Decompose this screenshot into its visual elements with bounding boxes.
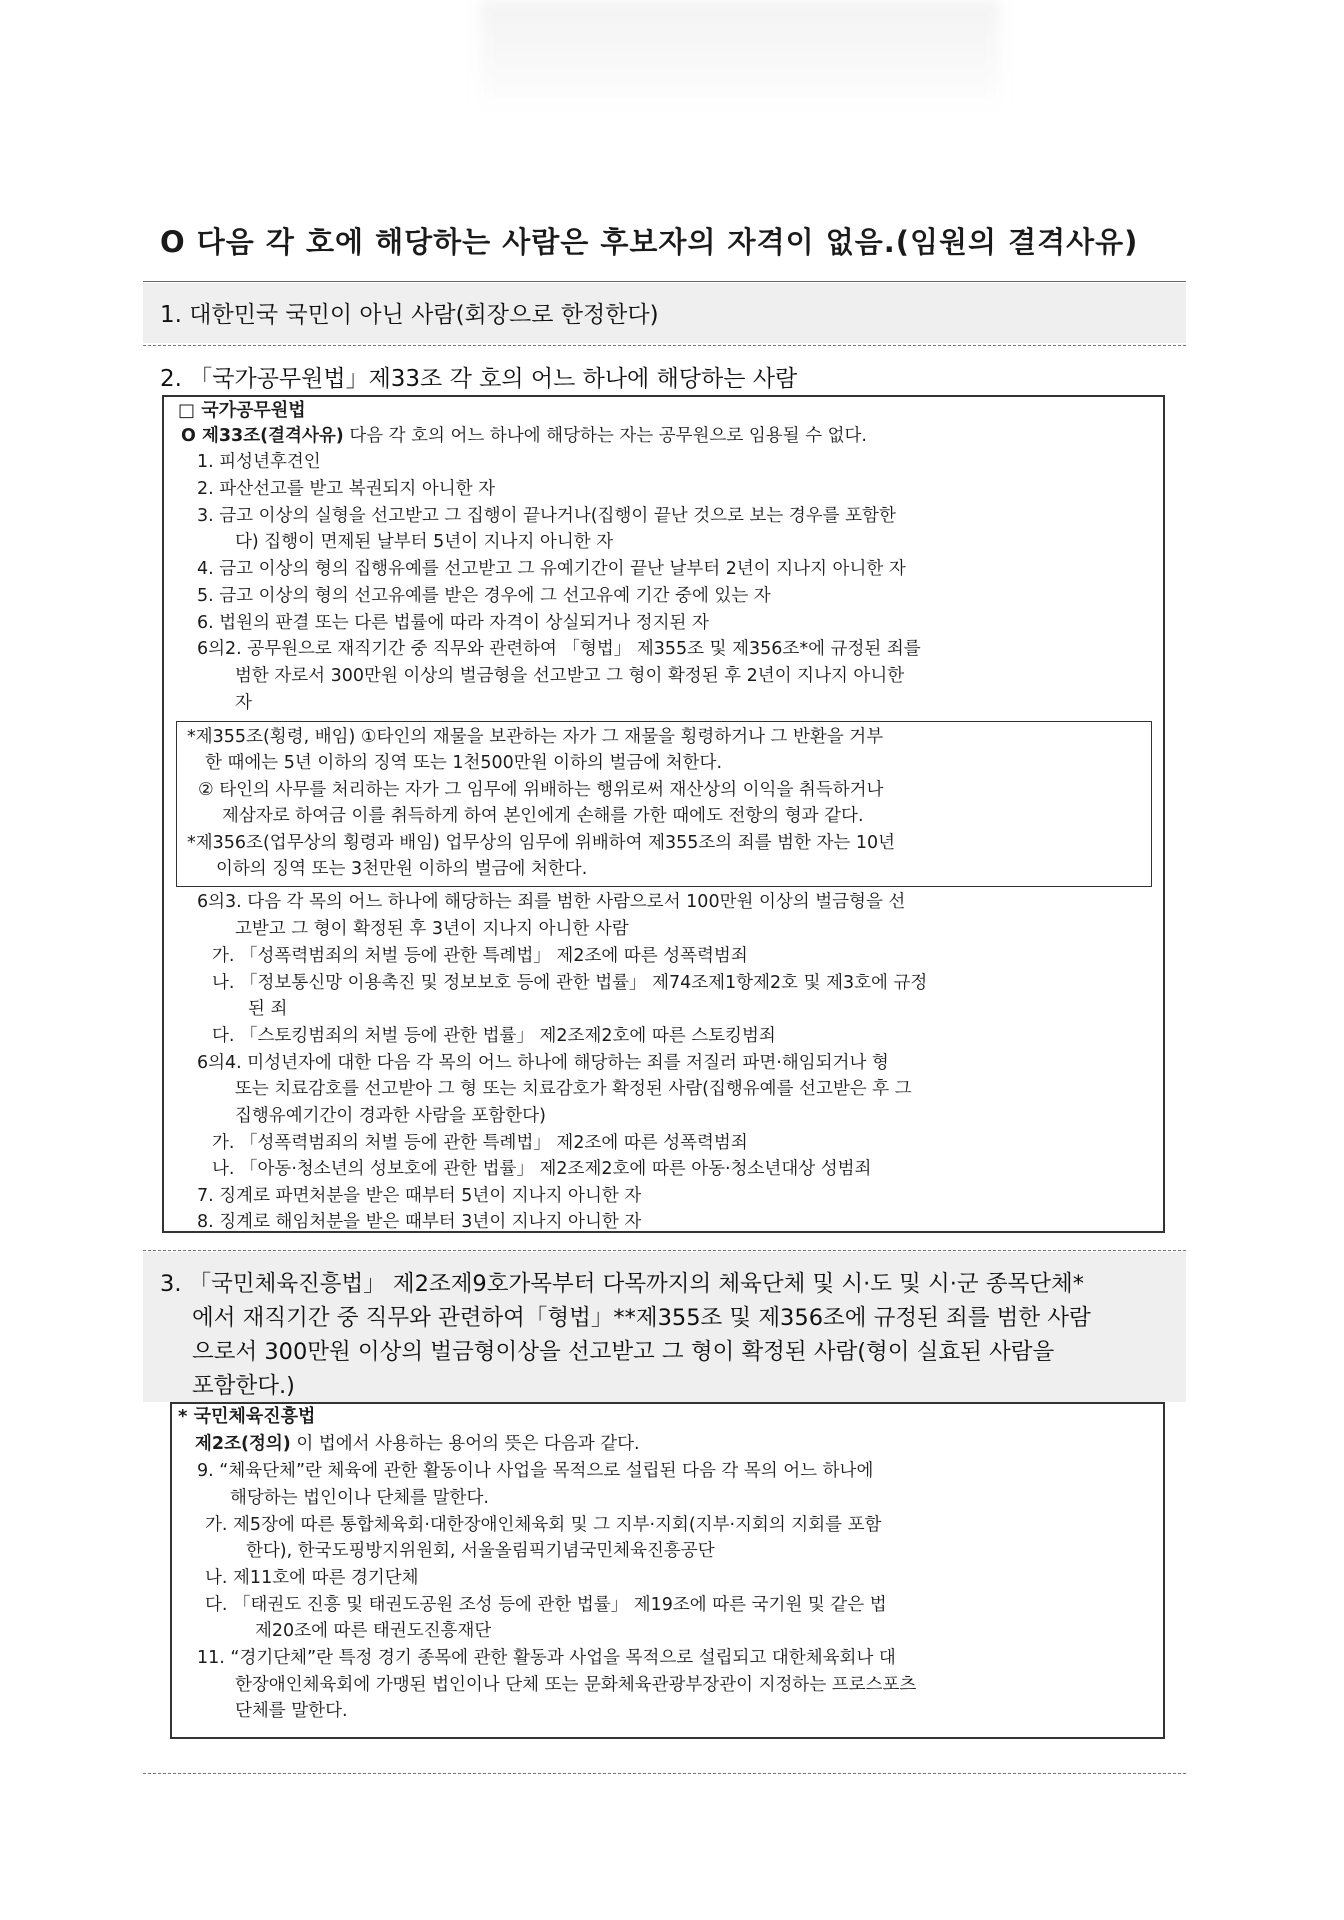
- list-item: 자: [235, 693, 252, 713]
- note-line: *제356조(업무상의 횡령과 배임) 업무상의 임무에 위배하여 제355조의 죄를 범한 자는 10년: [187, 833, 896, 853]
- section3-heading-line: 포함한다.): [192, 1373, 295, 1399]
- list-item: 범한 자로서 300만원 이상의 벌금형을 선고받고 그 형이 확정된 후 2년이 지나지 아니한: [235, 666, 905, 686]
- box-title: □ 국가공무원법: [178, 400, 306, 421]
- box-title: * 국민체육진흥법: [178, 1406, 316, 1427]
- list-item: 해당하는 법인이나 단체를 말한다.: [230, 1488, 489, 1508]
- list-item: 나. 「아동·청소년의 성보호에 관한 법률」 제2조제2호에 따른 아동·청소년대상 성범죄: [212, 1159, 872, 1179]
- list-item: 한다), 한국도핑방지위원회, 서울올림픽기념국민체육진흥공단: [246, 1541, 715, 1561]
- article-body: 이 법에서 사용하는 용어의 뜻은 다음과 같다.: [290, 1434, 640, 1454]
- section3-heading-line: 으로서 300만원 이상의 벌금형이상을 선고받고 그 형이 확정된 사람(형이 실효된 사람을: [192, 1339, 1055, 1365]
- list-item: 2. 파산선고를 받고 복권되지 아니한 자: [197, 479, 496, 499]
- list-item: 4. 금고 이상의 형의 집행유예를 선고받고 그 유예기간이 끝난 날부터 2년이 지나지 아니한 자: [197, 559, 906, 579]
- section2-heading: 2. 「국가공무원법」제33조 각 호의 어느 하나에 해당하는 사람: [160, 366, 798, 392]
- divider: [143, 1250, 1186, 1251]
- note-line: 이하의 징역 또는 3천만원 이하의 벌금에 처한다.: [216, 859, 588, 879]
- list-item: 고받고 그 형이 확정된 후 3년이 지나지 아니한 사람: [235, 919, 629, 939]
- divider: [143, 1773, 1186, 1774]
- note-line: 제삼자로 하여금 이를 취득하게 하여 본인에게 손해를 가한 때에도 전항의 형과 같다.: [222, 806, 864, 826]
- list-item: 6의2. 공무원으로 재직기간 중 직무와 관련하여 「형법」 제355조 및 제356조*에 규정된 죄를: [197, 639, 921, 659]
- list-item: 또는 치료감호를 선고받아 그 형 또는 치료감호가 확정된 사람(집행유예를 선고받은 후 그: [235, 1079, 912, 1099]
- article-head: 제2조(정의): [195, 1434, 291, 1454]
- note-line: 한 때에는 5년 이하의 징역 또는 1천500만원 이하의 벌금에 처한다.: [205, 753, 723, 773]
- list-item: 6의4. 미성년자에 대한 다음 각 목의 어느 하나에 해당하는 죄를 저질러 파면·해임되거나 형: [197, 1053, 889, 1073]
- list-item: 다. 「태권도 진흥 및 태권도공원 조성 등에 관한 법률」 제19조에 따른 국기원 및 같은 법: [205, 1595, 887, 1615]
- section1-text: 1. 대한민국 국민이 아닌 사람(회장으로 한정한다): [160, 302, 659, 328]
- list-item: 단체를 말한다.: [235, 1701, 348, 1721]
- list-item: 가. 제5장에 따른 통합체육회·대한장애인체육회 및 그 지부·지회(지부·지회의 지회를 포함: [205, 1515, 882, 1535]
- list-item: 된 죄: [248, 999, 288, 1019]
- section3-heading-line: 에서 재직기간 중 직무와 관련하여「형법」**제355조 및 제356조에 규정된 죄를 범한 사람: [192, 1305, 1091, 1331]
- list-item: 집행유예기간이 경과한 사람을 포함한다): [235, 1106, 546, 1126]
- list-item: 1. 피성년후견인: [197, 452, 321, 472]
- list-item: 8. 징계로 해임처분을 받은 때부터 3년이 지나지 아니한 자: [197, 1212, 642, 1232]
- list-item: 나. 「정보통신망 이용촉진 및 정보보호 등에 관한 법률」 제74조제1항제2호 및 제3호에 규정: [212, 973, 928, 993]
- list-item: 나. 제11호에 따른 경기단체: [205, 1568, 419, 1588]
- list-item: 9. “체육단체”란 체육에 관한 활동이나 사업을 목적으로 설립된 다음 각 목의 어느 하나에: [197, 1461, 874, 1481]
- main-title: O 다음 각 호에 해당하는 사람은 후보자의 자격이 없음.(임원의 결격사유): [160, 225, 1139, 259]
- article-33: [181, 424, 867, 448]
- list-item: 5. 금고 이상의 형의 선고유예를 받은 경우에 그 선고유예 기간 중에 있는 자: [197, 586, 771, 606]
- list-item: 다) 집행이 면제된 날부터 5년이 지나지 아니한 자: [235, 532, 614, 552]
- list-item: 가. 「성폭력범죄의 처벌 등에 관한 특례법」 제2조에 따른 성폭력범죄: [212, 946, 748, 966]
- list-item: 6. 법원의 판결 또는 다른 법률에 따라 자격이 상실되거나 정지된 자: [197, 613, 709, 633]
- list-item: 제20조에 따른 태권도진흥재단: [255, 1621, 492, 1641]
- article-body: 다음 각 호의 어느 하나에 해당하는 자는 공무원으로 임용될 수 없다.: [343, 426, 867, 446]
- note-line: *제355조(횡령, 배임) ①타인의 재물을 보관하는 자가 그 재물을 횡령하거나 그 반환을 거부: [187, 727, 884, 747]
- article-head: O 제33조(결격사유): [181, 426, 344, 446]
- section3-heading-line: 3. 「국민체육진흥법」 제2조제9호가목부터 다목까지의 체육단체 및 시·도 및 시·군 종목단체*: [160, 1271, 1085, 1297]
- article-2: [195, 1432, 640, 1456]
- divider: [143, 281, 1186, 282]
- list-item: 6의3. 다음 각 목의 어느 하나에 해당하는 죄를 범한 사람으로서 100만원 이상의 벌금형을 선: [197, 892, 906, 912]
- note-line: ② 타인의 사무를 처리하는 자가 그 임무에 위배하는 행위로써 재산상의 이익을 취득하거나: [198, 780, 884, 800]
- list-item: 가. 「성폭력범죄의 처벌 등에 관한 특례법」 제2조에 따른 성폭력범죄: [212, 1133, 748, 1153]
- list-item: 11. “경기단체”란 특정 경기 종목에 관한 활동과 사업을 목적으로 설립되고 대한체육회나 대: [197, 1648, 896, 1668]
- list-item: 3. 금고 이상의 실형을 선고받고 그 집행이 끝나거나(집행이 끝난 것으로 보는 경우를 포함한: [197, 506, 896, 526]
- list-item: 다. 「스토킹범죄의 처벌 등에 관한 법률」 제2조제2호에 따른 스토킹범죄: [212, 1026, 776, 1046]
- list-item: 한장애인체육회에 가맹된 법인이나 단체 또는 문화체육관광부장관이 지정하는 프로스포츠: [235, 1675, 917, 1695]
- scan-smudge: [480, 0, 1000, 110]
- list-item: 7. 징계로 파면처분을 받은 때부터 5년이 지나지 아니한 자: [197, 1186, 642, 1206]
- divider: [143, 345, 1186, 346]
